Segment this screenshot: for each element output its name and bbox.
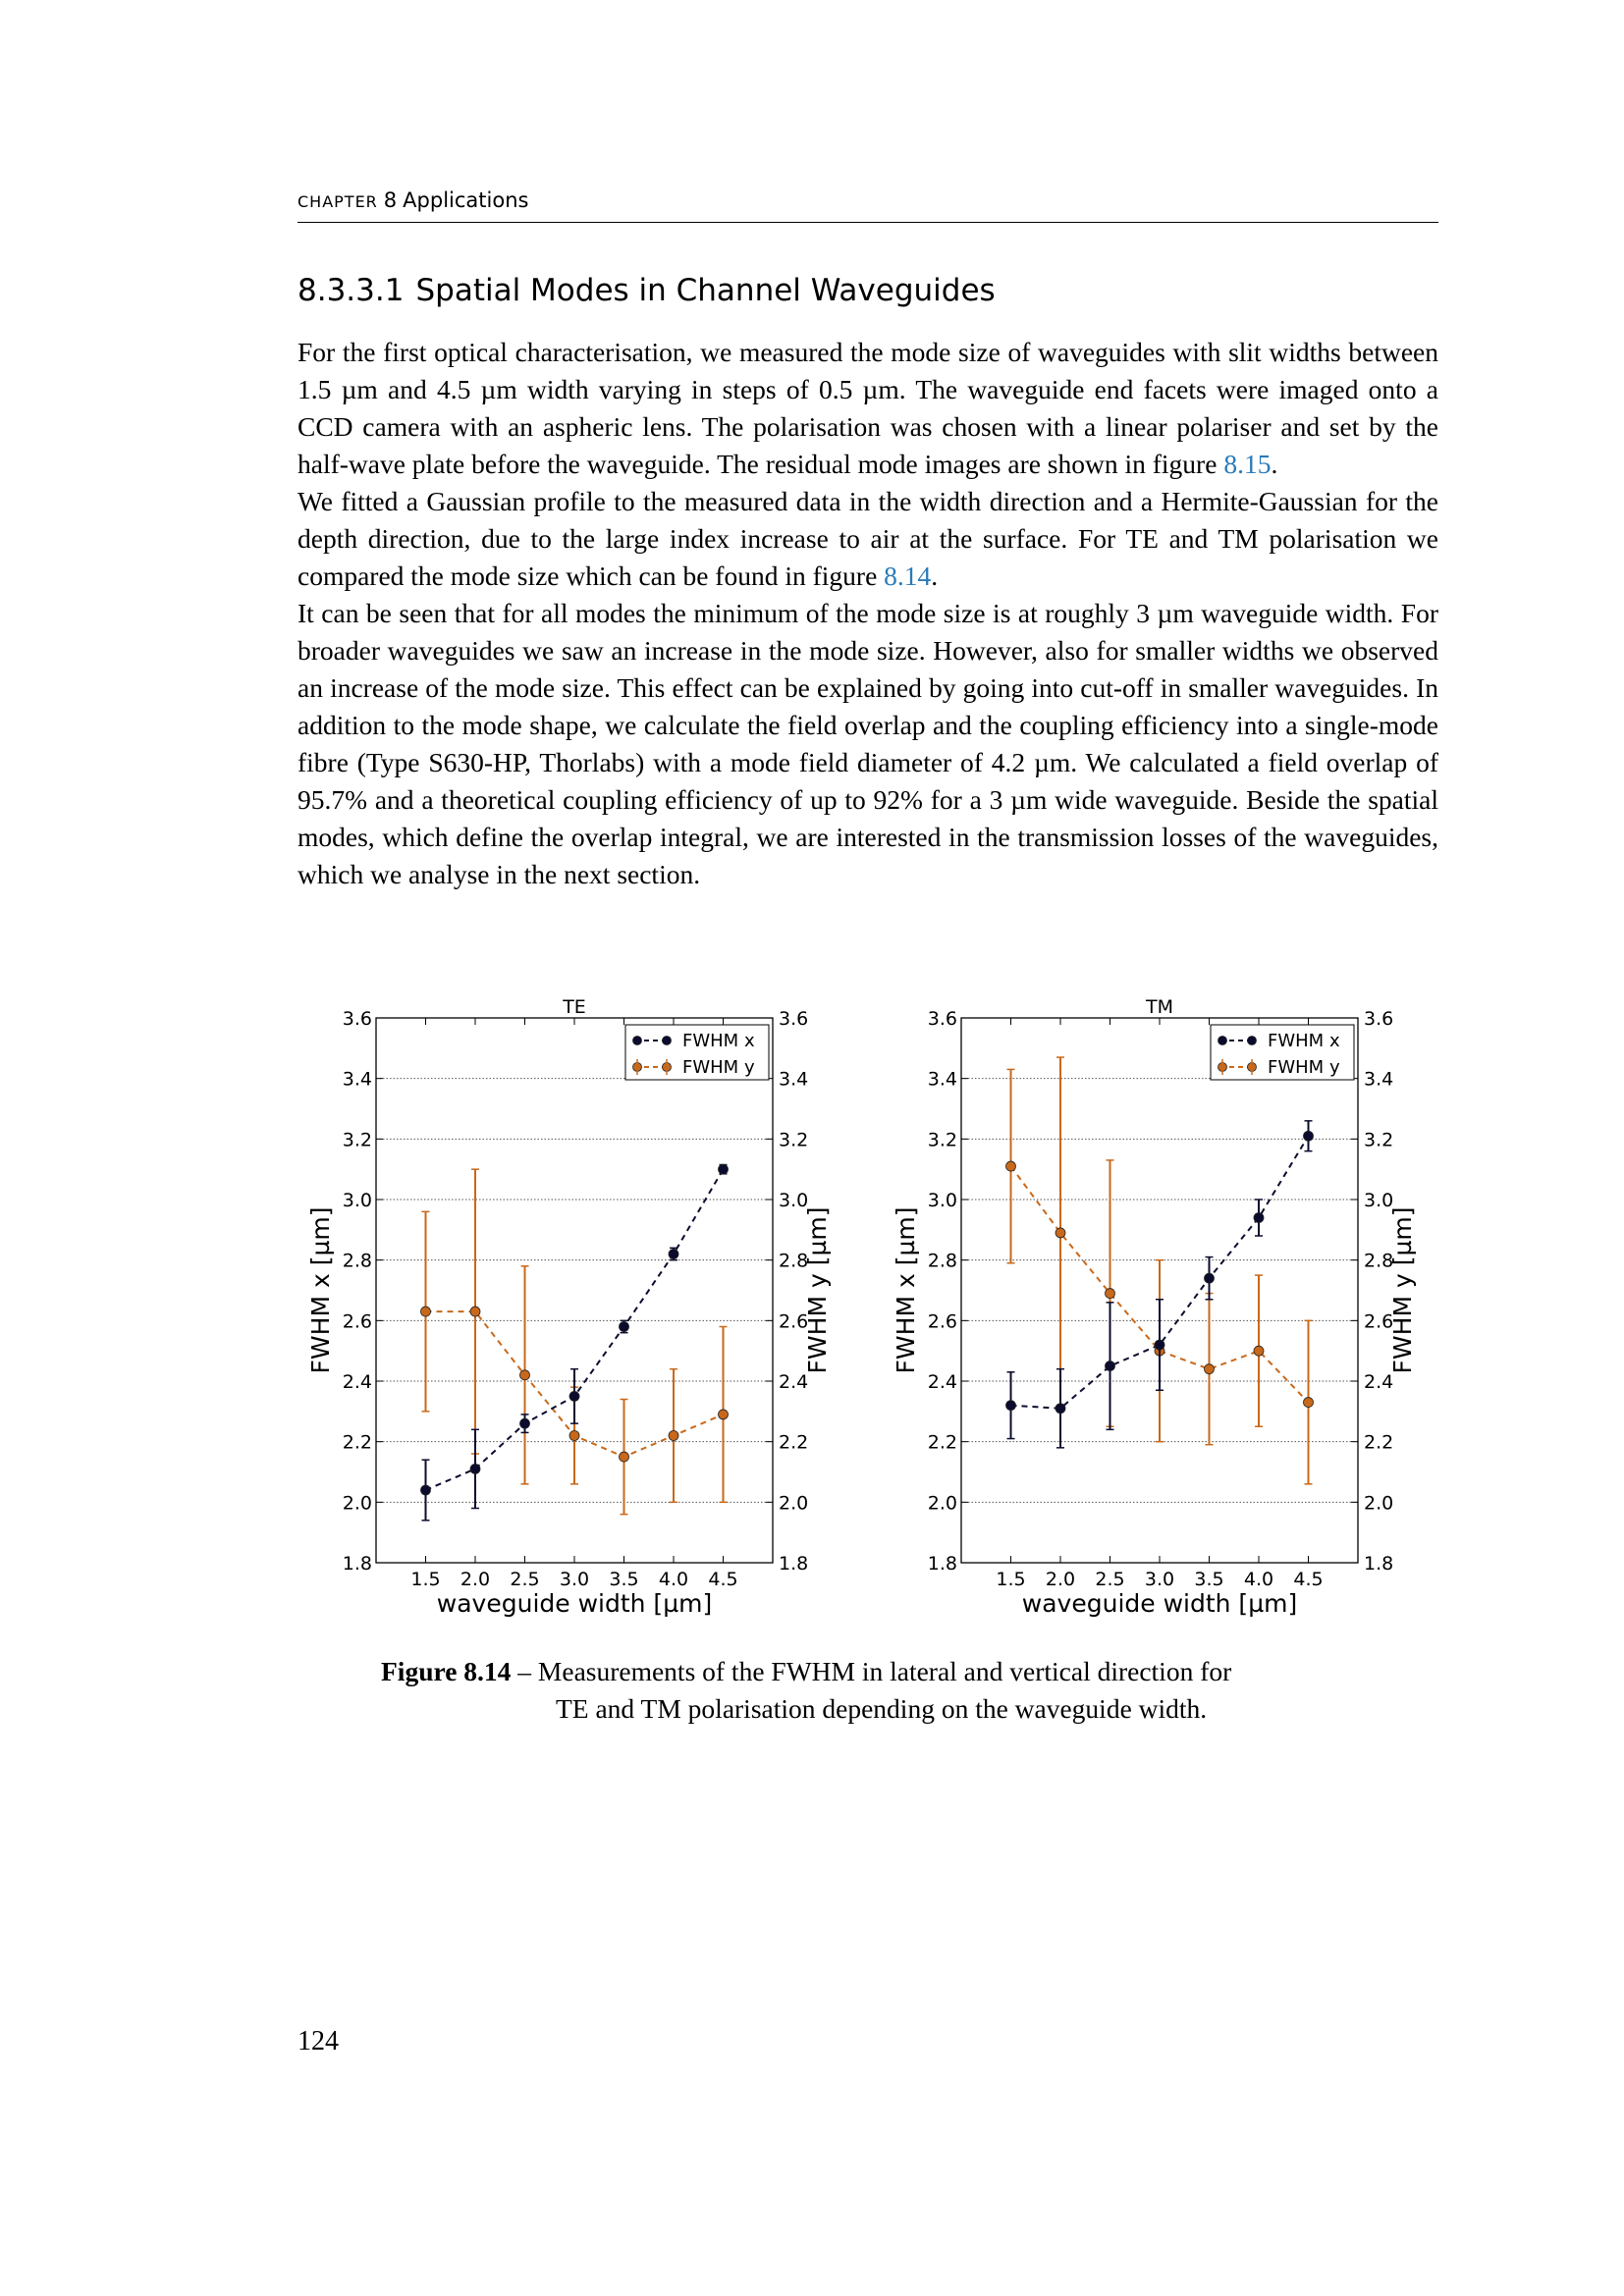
chapter-word: CHAPTER xyxy=(298,192,378,211)
y-tick-label-right: 2.2 xyxy=(779,1431,809,1454)
y-tick-label-left: 2.0 xyxy=(927,1492,957,1515)
figure-ref-8-14[interactable]: 8.14 xyxy=(884,561,932,591)
y-tick-label-left: 2.0 xyxy=(342,1492,372,1515)
section-heading xyxy=(298,273,996,308)
chart-title: TE xyxy=(563,996,586,1018)
y-axis-label-right: FWHM y [µm] xyxy=(1388,1206,1417,1374)
y-tick-label-left: 2.6 xyxy=(927,1310,957,1333)
y-tick-label-left: 2.2 xyxy=(342,1431,372,1454)
chart-te xyxy=(295,982,832,1629)
legend-label: FWHM y xyxy=(682,1057,755,1078)
legend-marker xyxy=(1248,1037,1257,1045)
y-tick-label-right: 2.8 xyxy=(1364,1250,1394,1272)
data-point xyxy=(520,1418,530,1428)
x-tick-label: 2.5 xyxy=(1095,1569,1125,1590)
chart-title: TM xyxy=(1146,996,1173,1018)
x-tick-label: 3.0 xyxy=(1144,1569,1175,1590)
data-point xyxy=(1254,1346,1264,1356)
x-tick-label: 3.5 xyxy=(1194,1569,1224,1590)
y-tick-label-left: 3.4 xyxy=(342,1068,372,1091)
y-tick-label-right: 3.2 xyxy=(1364,1129,1394,1151)
section-title: Spatial Modes in Channel Waveguides xyxy=(415,273,996,308)
data-point xyxy=(669,1250,678,1259)
data-point xyxy=(1006,1401,1016,1411)
x-tick-label: 2.0 xyxy=(1045,1569,1076,1590)
y-tick-label-left: 1.8 xyxy=(927,1553,957,1575)
y-axis-label-left: FWHM x [µm] xyxy=(306,1206,335,1374)
x-tick-label: 2.0 xyxy=(460,1569,491,1590)
y-tick-label-left: 3.6 xyxy=(342,1008,372,1030)
data-point xyxy=(1106,1289,1115,1299)
y-tick-label-right: 3.6 xyxy=(1364,1008,1394,1030)
data-point xyxy=(569,1431,579,1441)
y-tick-label-right: 3.0 xyxy=(1364,1190,1394,1211)
y-tick-label-right: 2.0 xyxy=(1364,1492,1394,1515)
figure-ref-8-15[interactable]: 8.15 xyxy=(1223,449,1272,479)
data-point xyxy=(719,1410,729,1419)
data-point xyxy=(1056,1404,1065,1414)
data-point xyxy=(569,1391,579,1401)
y-tick-label-left: 3.2 xyxy=(927,1129,957,1151)
legend-label: FWHM x xyxy=(682,1031,755,1051)
y-tick-label-right: 2.0 xyxy=(779,1492,809,1515)
data-point xyxy=(1056,1228,1065,1238)
y-tick-label-left: 3.0 xyxy=(342,1190,372,1211)
data-point xyxy=(719,1164,729,1174)
x-axis-label: waveguide width [µm] xyxy=(436,1589,713,1618)
y-tick-label-right: 1.8 xyxy=(1364,1553,1394,1575)
y-tick-label-left: 2.4 xyxy=(342,1371,372,1393)
page-number: 124 xyxy=(298,2026,339,2056)
y-tick-label-right: 2.6 xyxy=(1364,1310,1394,1333)
data-point xyxy=(1304,1398,1314,1408)
y-tick-label-left: 2.6 xyxy=(342,1310,372,1333)
y-tick-label-left: 2.8 xyxy=(927,1250,957,1272)
y-tick-label-right: 2.8 xyxy=(779,1250,809,1272)
x-tick-label: 1.5 xyxy=(410,1569,441,1590)
paragraph-1-end: . xyxy=(1271,449,1278,479)
x-tick-label: 2.5 xyxy=(510,1569,540,1590)
y-tick-label-right: 2.2 xyxy=(1364,1431,1394,1454)
caption-line-1: Measurements of the FWHM in lateral and vertical direction for xyxy=(537,1656,1232,1686)
y-tick-label-right: 2.4 xyxy=(779,1371,809,1393)
data-point xyxy=(470,1464,480,1473)
y-tick-label-right: 3.4 xyxy=(1364,1068,1394,1091)
data-point xyxy=(1304,1131,1314,1141)
paragraph-1 xyxy=(298,334,1438,483)
x-tick-label: 1.5 xyxy=(996,1569,1026,1590)
paragraph-2-end: . xyxy=(931,561,939,591)
data-point xyxy=(669,1431,678,1441)
data-point xyxy=(421,1307,431,1316)
body-text xyxy=(298,334,1438,893)
y-tick-label-right: 2.4 xyxy=(1364,1371,1394,1393)
x-tick-label: 4.5 xyxy=(708,1569,738,1590)
y-tick-label-left: 3.6 xyxy=(927,1008,957,1030)
legend-marker xyxy=(663,1037,672,1045)
caption-label: Figure 8.14 xyxy=(381,1656,512,1686)
x-tick-label: 3.5 xyxy=(609,1569,639,1590)
x-axis-label: waveguide width [µm] xyxy=(1021,1589,1298,1618)
y-tick-label-left: 2.8 xyxy=(342,1250,372,1272)
y-tick-label-left: 3.0 xyxy=(927,1190,957,1211)
chapter-number: 8 xyxy=(383,188,398,212)
chapter-title: Applications xyxy=(403,188,529,212)
paragraph-1-text: For the first optical characterisation, we measured the mode size of waveguides with slit widths between 1.5 µm and 4.5 µm width varying in steps of 0.5 µm. The waveguide end facets were imaged onto a CCD camera with an aspheric lens. The polarisation was chosen with a linear polariser and set by the half-wave plate before the waveguide. The residual mode images are shown in figure xyxy=(298,337,1438,479)
y-tick-label-right: 2.6 xyxy=(779,1310,809,1333)
y-tick-label-left: 3.2 xyxy=(342,1129,372,1151)
y-tick-label-left: 2.2 xyxy=(927,1431,957,1454)
y-tick-label-right: 3.0 xyxy=(779,1190,809,1211)
legend-marker xyxy=(1218,1037,1227,1045)
y-axis-label-right: FWHM y [µm] xyxy=(803,1206,832,1374)
running-header xyxy=(298,188,1438,223)
data-point xyxy=(1205,1364,1215,1374)
legend-marker xyxy=(633,1037,642,1045)
y-tick-label-right: 3.6 xyxy=(779,1008,809,1030)
y-tick-label-left: 1.8 xyxy=(342,1553,372,1575)
data-point xyxy=(520,1370,530,1380)
data-point xyxy=(1155,1340,1164,1350)
data-point xyxy=(1205,1273,1215,1283)
x-tick-label: 4.0 xyxy=(1243,1569,1274,1590)
x-tick-label: 4.5 xyxy=(1293,1569,1324,1590)
paragraph-2 xyxy=(298,483,1438,595)
caption-line-2: TE and TM polarisation depending on the waveguide width. xyxy=(556,1693,1208,1724)
y-tick-label-right: 3.4 xyxy=(779,1068,809,1091)
data-point xyxy=(620,1322,629,1332)
data-point xyxy=(1254,1213,1264,1223)
data-point xyxy=(1106,1362,1115,1371)
legend-label: FWHM x xyxy=(1268,1031,1340,1051)
data-point xyxy=(470,1307,480,1316)
data-point xyxy=(1006,1161,1016,1171)
data-point xyxy=(620,1452,629,1462)
data-point xyxy=(421,1485,431,1495)
y-tick-label-right: 1.8 xyxy=(779,1553,809,1575)
x-tick-label: 4.0 xyxy=(658,1569,689,1590)
y-tick-label-left: 2.4 xyxy=(927,1371,957,1393)
x-tick-label: 3.0 xyxy=(559,1569,590,1590)
legend-label: FWHM y xyxy=(1268,1057,1340,1078)
y-tick-label-right: 3.2 xyxy=(779,1129,809,1151)
y-tick-label-left: 3.4 xyxy=(927,1068,957,1091)
paragraph-2-text: We fitted a Gaussian profile to the measured data in the width direction and a Hermite-Gaussian for the depth direction, due to the large index increase to air at the surface. For TE and TM polarisation we compared the mode size which can be found in figure xyxy=(298,486,1438,591)
chart-tm xyxy=(880,982,1417,1629)
paragraph-3: It can be seen that for all modes the minimum of the mode size is at roughly 3 µm waveguide width. For broader waveguides we saw an increase in the mode size. However, also for smaller widths we observed an increase of the mode size. This effect can be explained by going into cut-off in smaller waveguides. In addition to the mode shape, we calculate the field overlap and the coupling efficiency into a single-mode fibre (Type S630-HP, Thorlabs) with a mode field diameter of 4.2 µm. We calculated a field overlap of 95.7% and a theoretical coupling efficiency of up to 92% for a 3 µm wide waveguide. Beside the spatial modes, which define the overlap integral, we are interested in the transmission losses of the waveguides, which we analyse in the next section. xyxy=(298,598,1438,889)
caption-dash: – xyxy=(511,1656,538,1686)
y-axis-label-left: FWHM x [µm] xyxy=(892,1206,920,1374)
section-number: 8.3.3.1 xyxy=(298,273,405,308)
figure-caption xyxy=(381,1653,1363,1728)
figure-8-14 xyxy=(0,982,1624,1629)
